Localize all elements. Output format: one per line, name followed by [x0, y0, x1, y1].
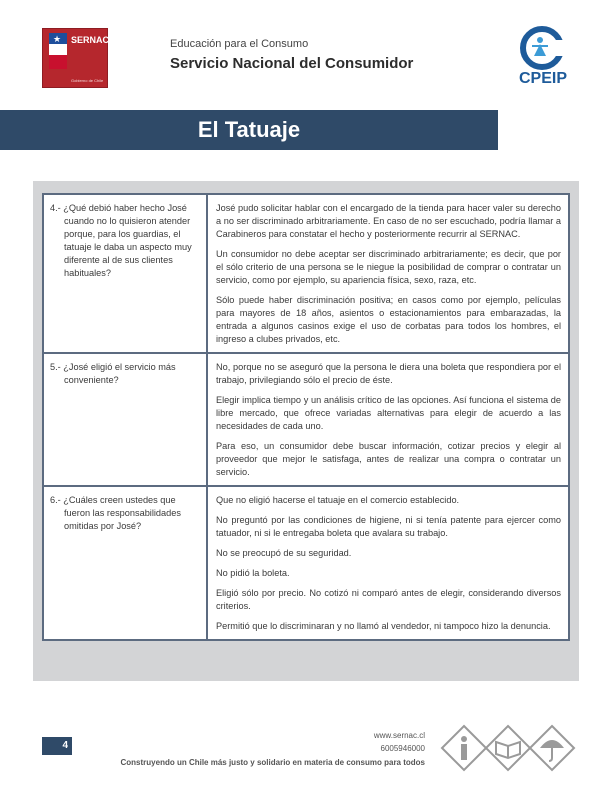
answer-paragraph: Sólo puede haber discriminación positiva; en casos como por ejemplo, películas para mayores de 18 años, asientos o estacionamientos para embarazadas, la entrada a algunos casinos exige el uso de corbatas para todos los hombres, el ingreso a clubes privados, etc.	[216, 295, 561, 344]
answer-paragraph: No, porque no se aseguró que la persona le diera una boleta que respondiera por el trabajo, privilegiando sólo el precio de éste.	[216, 362, 561, 385]
cpeip-logo	[510, 26, 574, 88]
answer-paragraph: Elegir implica tiempo y un análisis crítico de las opciones. Así funciona el sistema de libre mercado, que ofrece variadas alternativas para elegir de acuerdo a las necesidades de cada uno.	[216, 395, 561, 431]
answer-cell	[207, 353, 569, 486]
footer-tagline: Construyendo un Chile más justo y solidario en materia de consumo para todos	[120, 758, 425, 767]
chile-flag-red	[49, 55, 67, 69]
header-subtitle: Educación para el Consumo	[170, 38, 309, 50]
question-text: 6.- ¿Cuáles creen ustedes que fueron las responsabilidades omitidas por José?	[50, 495, 181, 531]
answer-paragraph: No se preocupó de su seguridad.	[216, 548, 352, 558]
footer-icons	[440, 724, 590, 772]
table-row	[43, 486, 569, 640]
footer-url: www.sernac.cl	[373, 731, 425, 740]
answer-paragraph: Que no eligió hacerse el tatuaje en el comercio establecido.	[216, 495, 460, 505]
umbrella-icon	[530, 726, 574, 770]
answer-paragraph: No pidió la boleta.	[216, 568, 290, 578]
question-text: 5.- ¿José eligió el servicio más conveniente?	[50, 362, 176, 385]
cpeip-logo-text: CPEIP	[518, 70, 567, 87]
question-cell	[43, 353, 207, 486]
sernac-logo-subtext: Gobierno de Chile	[71, 78, 104, 83]
info-icon	[442, 726, 486, 770]
page-title: El Tatuaje	[197, 117, 301, 142]
question-cell	[43, 194, 207, 353]
footer-phone: 6005946000	[380, 744, 425, 753]
question-text: 4.- ¿Qué debió haber hecho José cuando no lo quisieron atender porque, para los guardias, el tatuaje le daba un aspecto muy diferente al de sus clientes habituales?	[50, 203, 192, 278]
header-title: Servicio Nacional del Consumidor	[170, 55, 414, 72]
answer-cell	[207, 486, 569, 640]
question-cell	[43, 486, 207, 640]
qa-table	[42, 193, 570, 641]
book-icon	[486, 726, 530, 770]
table-row	[43, 194, 569, 353]
page-number: 4	[42, 737, 72, 755]
sernac-logo-text: SERNAC	[71, 35, 110, 45]
answer-paragraph: José pudo solicitar hablar con el encargado de la tienda para hacer valer su derecho a no ser discriminado arbitrariamente. En caso de no ser escuchado, podría llamar a Carabineros para constatar el hecho y posteriormente recurrir al SERNAC.	[216, 203, 561, 239]
answer-paragraph: No preguntó por las condiciones de higiene, ni si tenía patente para ejercer como tatuador, ni si le entregaba boleta que avalara su trabajo.	[216, 515, 561, 538]
sernac-logo	[42, 28, 108, 88]
star-icon: ★	[53, 34, 62, 44]
answer-paragraph: Permitió que lo discriminaran y no llamó al vendedor, ni tampoco hizo la denuncia.	[216, 621, 551, 631]
table-row	[43, 353, 569, 486]
title-bar	[0, 110, 498, 150]
answer-paragraph: Eligió sólo por precio. No cotizó ni comparó antes de elegir, considerando diversos criterios.	[216, 588, 561, 611]
answer-paragraph: Para eso, un consumidor debe buscar información, cotizar precios y elegir al proveedor que mejor le satisfaga, antes de realizar una compra o contratar un servicio.	[216, 441, 561, 477]
answer-paragraph: Un consumidor no debe aceptar ser discriminado arbitrariamente; es decir, que por el sólo criterio de una persona se le niegue la posibilidad de comprar o contratar un servicio, como por ejemplo, su apariencia física, sexo, raza, etc.	[216, 249, 561, 285]
cpeip-emblem-icon	[510, 26, 574, 70]
answer-cell	[207, 194, 569, 353]
